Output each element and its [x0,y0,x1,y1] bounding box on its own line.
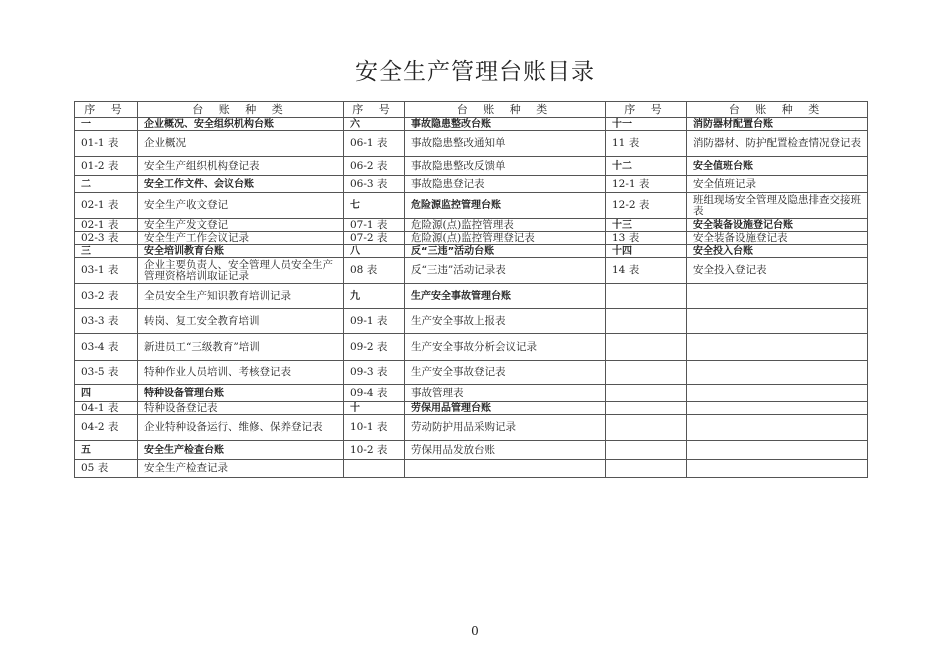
row-type-cell [687,361,868,385]
row-seq-cell: 09-3 表 [344,361,405,385]
table-row [75,284,868,309]
row-seq-cell: 09-4 表 [344,385,405,402]
table-row [75,131,868,157]
row-seq-cell: 10-1 表 [344,415,405,441]
row-type-cell: 特种作业人员培训、考核登记表 [138,361,344,385]
row-type-cell: 反“三违”活动台账 [405,245,606,258]
table-row [75,334,868,361]
row-seq-cell: 04-2 表 [75,415,138,441]
row-type-cell: 安全装备设施登记表 [687,232,868,245]
row-type-cell: 全员安全生产知识教育培训记录 [138,284,344,309]
row-seq-cell [606,415,687,441]
row-seq-cell: 03-2 表 [75,284,138,309]
row-seq-cell: 02-1 表 [75,219,138,232]
row-seq-cell: 06-2 表 [344,157,405,176]
row-type-cell [405,460,606,478]
row-type-cell: 新进员工“三级教育”培训 [138,334,344,361]
row-type-cell: 安全生产组织机构登记表 [138,157,344,176]
row-type-cell [687,334,868,361]
row-type-cell: 安全生产工作会议记录 [138,232,344,245]
row-type-cell: 事故管理表 [405,385,606,402]
row-type-cell: 危险源(点)监控管理表 [405,219,606,232]
row-seq-cell [606,284,687,309]
table-row [75,361,868,385]
row-type-cell [687,309,868,334]
row-type-cell: 安全生产收文登记 [138,193,344,219]
row-seq-cell: 11 表 [606,131,687,157]
table-row [75,460,868,478]
row-seq-cell: 13 表 [606,232,687,245]
row-type-cell: 消防器材、防护配置检查情况登记表 [687,131,868,157]
row-seq-cell: 十二 [606,157,687,176]
row-type-cell: 企业概况 [138,131,344,157]
table-row [75,176,868,193]
row-type-cell: 劳保用品管理台账 [405,402,606,415]
row-seq-cell: 06-3 表 [344,176,405,193]
row-seq-cell: 二 [75,176,138,193]
row-type-cell: 劳保用品发放台账 [405,441,606,460]
row-type-cell: 企业主要负责人、安全管理人员安全生产管理资格培训取证记录 [138,258,344,284]
ledger-table [74,101,868,478]
row-type-cell: 事故隐患整改反馈单 [405,157,606,176]
row-seq-cell [344,460,405,478]
row-seq-cell [606,361,687,385]
row-type-cell: 特种设备登记表 [138,402,344,415]
row-seq-cell: 七 [344,193,405,219]
row-type-cell: 生产安全事故管理台账 [405,284,606,309]
row-seq-cell: 五 [75,441,138,460]
row-seq-cell: 06-1 表 [344,131,405,157]
row-type-cell [687,402,868,415]
row-seq-cell [606,309,687,334]
row-seq-cell: 一 [75,118,138,131]
row-seq-cell: 14 表 [606,258,687,284]
row-seq-cell: 12-1 表 [606,176,687,193]
row-seq-cell: 03-3 表 [75,309,138,334]
table-header-row [75,102,868,118]
row-type-cell [687,441,868,460]
table-row [75,193,868,219]
header-seq-1: 序 号 [75,102,138,118]
row-type-cell: 安全值班记录 [687,176,868,193]
table-row [75,385,868,402]
row-type-cell: 生产安全事故登记表 [405,361,606,385]
row-seq-cell [606,385,687,402]
row-type-cell: 转岗、复工安全教育培训 [138,309,344,334]
row-seq-cell: 09-2 表 [344,334,405,361]
row-type-cell: 企业概况、安全组织机构台账 [138,118,344,131]
row-seq-cell: 03-5 表 [75,361,138,385]
row-seq-cell: 十三 [606,219,687,232]
header-type-1: 台 账 种 类 [138,102,344,118]
table-row [75,258,868,284]
row-type-cell: 班组现场安全管理及隐患排查交接班表 [687,193,868,219]
row-seq-cell: 07-1 表 [344,219,405,232]
row-type-cell: 安全投入台账 [687,245,868,258]
row-type-cell: 安全装备设施登记台账 [687,219,868,232]
table-row [75,232,868,245]
row-type-cell: 安全生产检查台账 [138,441,344,460]
row-seq-cell [606,334,687,361]
row-seq-cell [606,402,687,415]
page-number: 0 [471,624,479,638]
row-type-cell: 劳动防护用品采购记录 [405,415,606,441]
row-type-cell [687,284,868,309]
row-type-cell [687,460,868,478]
row-seq-cell: 02-1 表 [75,193,138,219]
row-seq-cell: 九 [344,284,405,309]
table-row [75,157,868,176]
page-title: 安全生产管理台账目录 [355,59,595,85]
row-type-cell: 安全投入登记表 [687,258,868,284]
table-row [75,309,868,334]
row-seq-cell: 02-3 表 [75,232,138,245]
row-seq-cell: 01-2 表 [75,157,138,176]
row-seq-cell: 12-2 表 [606,193,687,219]
row-type-cell: 事故隐患整改通知单 [405,131,606,157]
row-type-cell: 事故隐患登记表 [405,176,606,193]
table-row [75,245,868,258]
row-seq-cell: 05 表 [75,460,138,478]
row-type-cell: 安全生产检查记录 [138,460,344,478]
row-type-cell: 生产安全事故上报表 [405,309,606,334]
row-type-cell: 生产安全事故分析会议记录 [405,334,606,361]
row-type-cell: 安全生产发文登记 [138,219,344,232]
row-seq-cell: 04-1 表 [75,402,138,415]
table-row [75,415,868,441]
row-seq-cell: 十一 [606,118,687,131]
row-seq-cell: 08 表 [344,258,405,284]
row-seq-cell: 三 [75,245,138,258]
row-seq-cell [606,460,687,478]
row-seq-cell: 03-4 表 [75,334,138,361]
row-type-cell: 企业特种设备运行、维修、保养登记表 [138,415,344,441]
row-type-cell: 危险源监控管理台账 [405,193,606,219]
row-type-cell: 事故隐患整改台账 [405,118,606,131]
table-row [75,441,868,460]
table-row [75,219,868,232]
row-type-cell: 安全值班台账 [687,157,868,176]
row-seq-cell: 03-1 表 [75,258,138,284]
row-seq-cell [606,441,687,460]
row-type-cell [687,385,868,402]
row-type-cell: 危险源(点)监控管理登记表 [405,232,606,245]
row-seq-cell: 十四 [606,245,687,258]
row-seq-cell: 10-2 表 [344,441,405,460]
header-type-3: 台 账 种 类 [687,102,868,118]
row-type-cell: 反“三违”活动记录表 [405,258,606,284]
header-seq-2: 序 号 [344,102,405,118]
row-seq-cell: 六 [344,118,405,131]
row-seq-cell: 八 [344,245,405,258]
header-type-2: 台 账 种 类 [405,102,606,118]
row-type-cell: 安全工作文件、会议台账 [138,176,344,193]
table-row [75,402,868,415]
table-row [75,118,868,131]
row-type-cell [687,415,868,441]
row-seq-cell: 十 [344,402,405,415]
ledger-body [75,118,868,478]
row-seq-cell: 07-2 表 [344,232,405,245]
row-seq-cell: 01-1 表 [75,131,138,157]
row-type-cell: 特种设备管理台账 [138,385,344,402]
header-seq-3: 序 号 [606,102,687,118]
row-type-cell: 安全培训教育台账 [138,245,344,258]
row-type-cell: 消防器材配置台账 [687,118,868,131]
row-seq-cell: 09-1 表 [344,309,405,334]
row-seq-cell: 四 [75,385,138,402]
